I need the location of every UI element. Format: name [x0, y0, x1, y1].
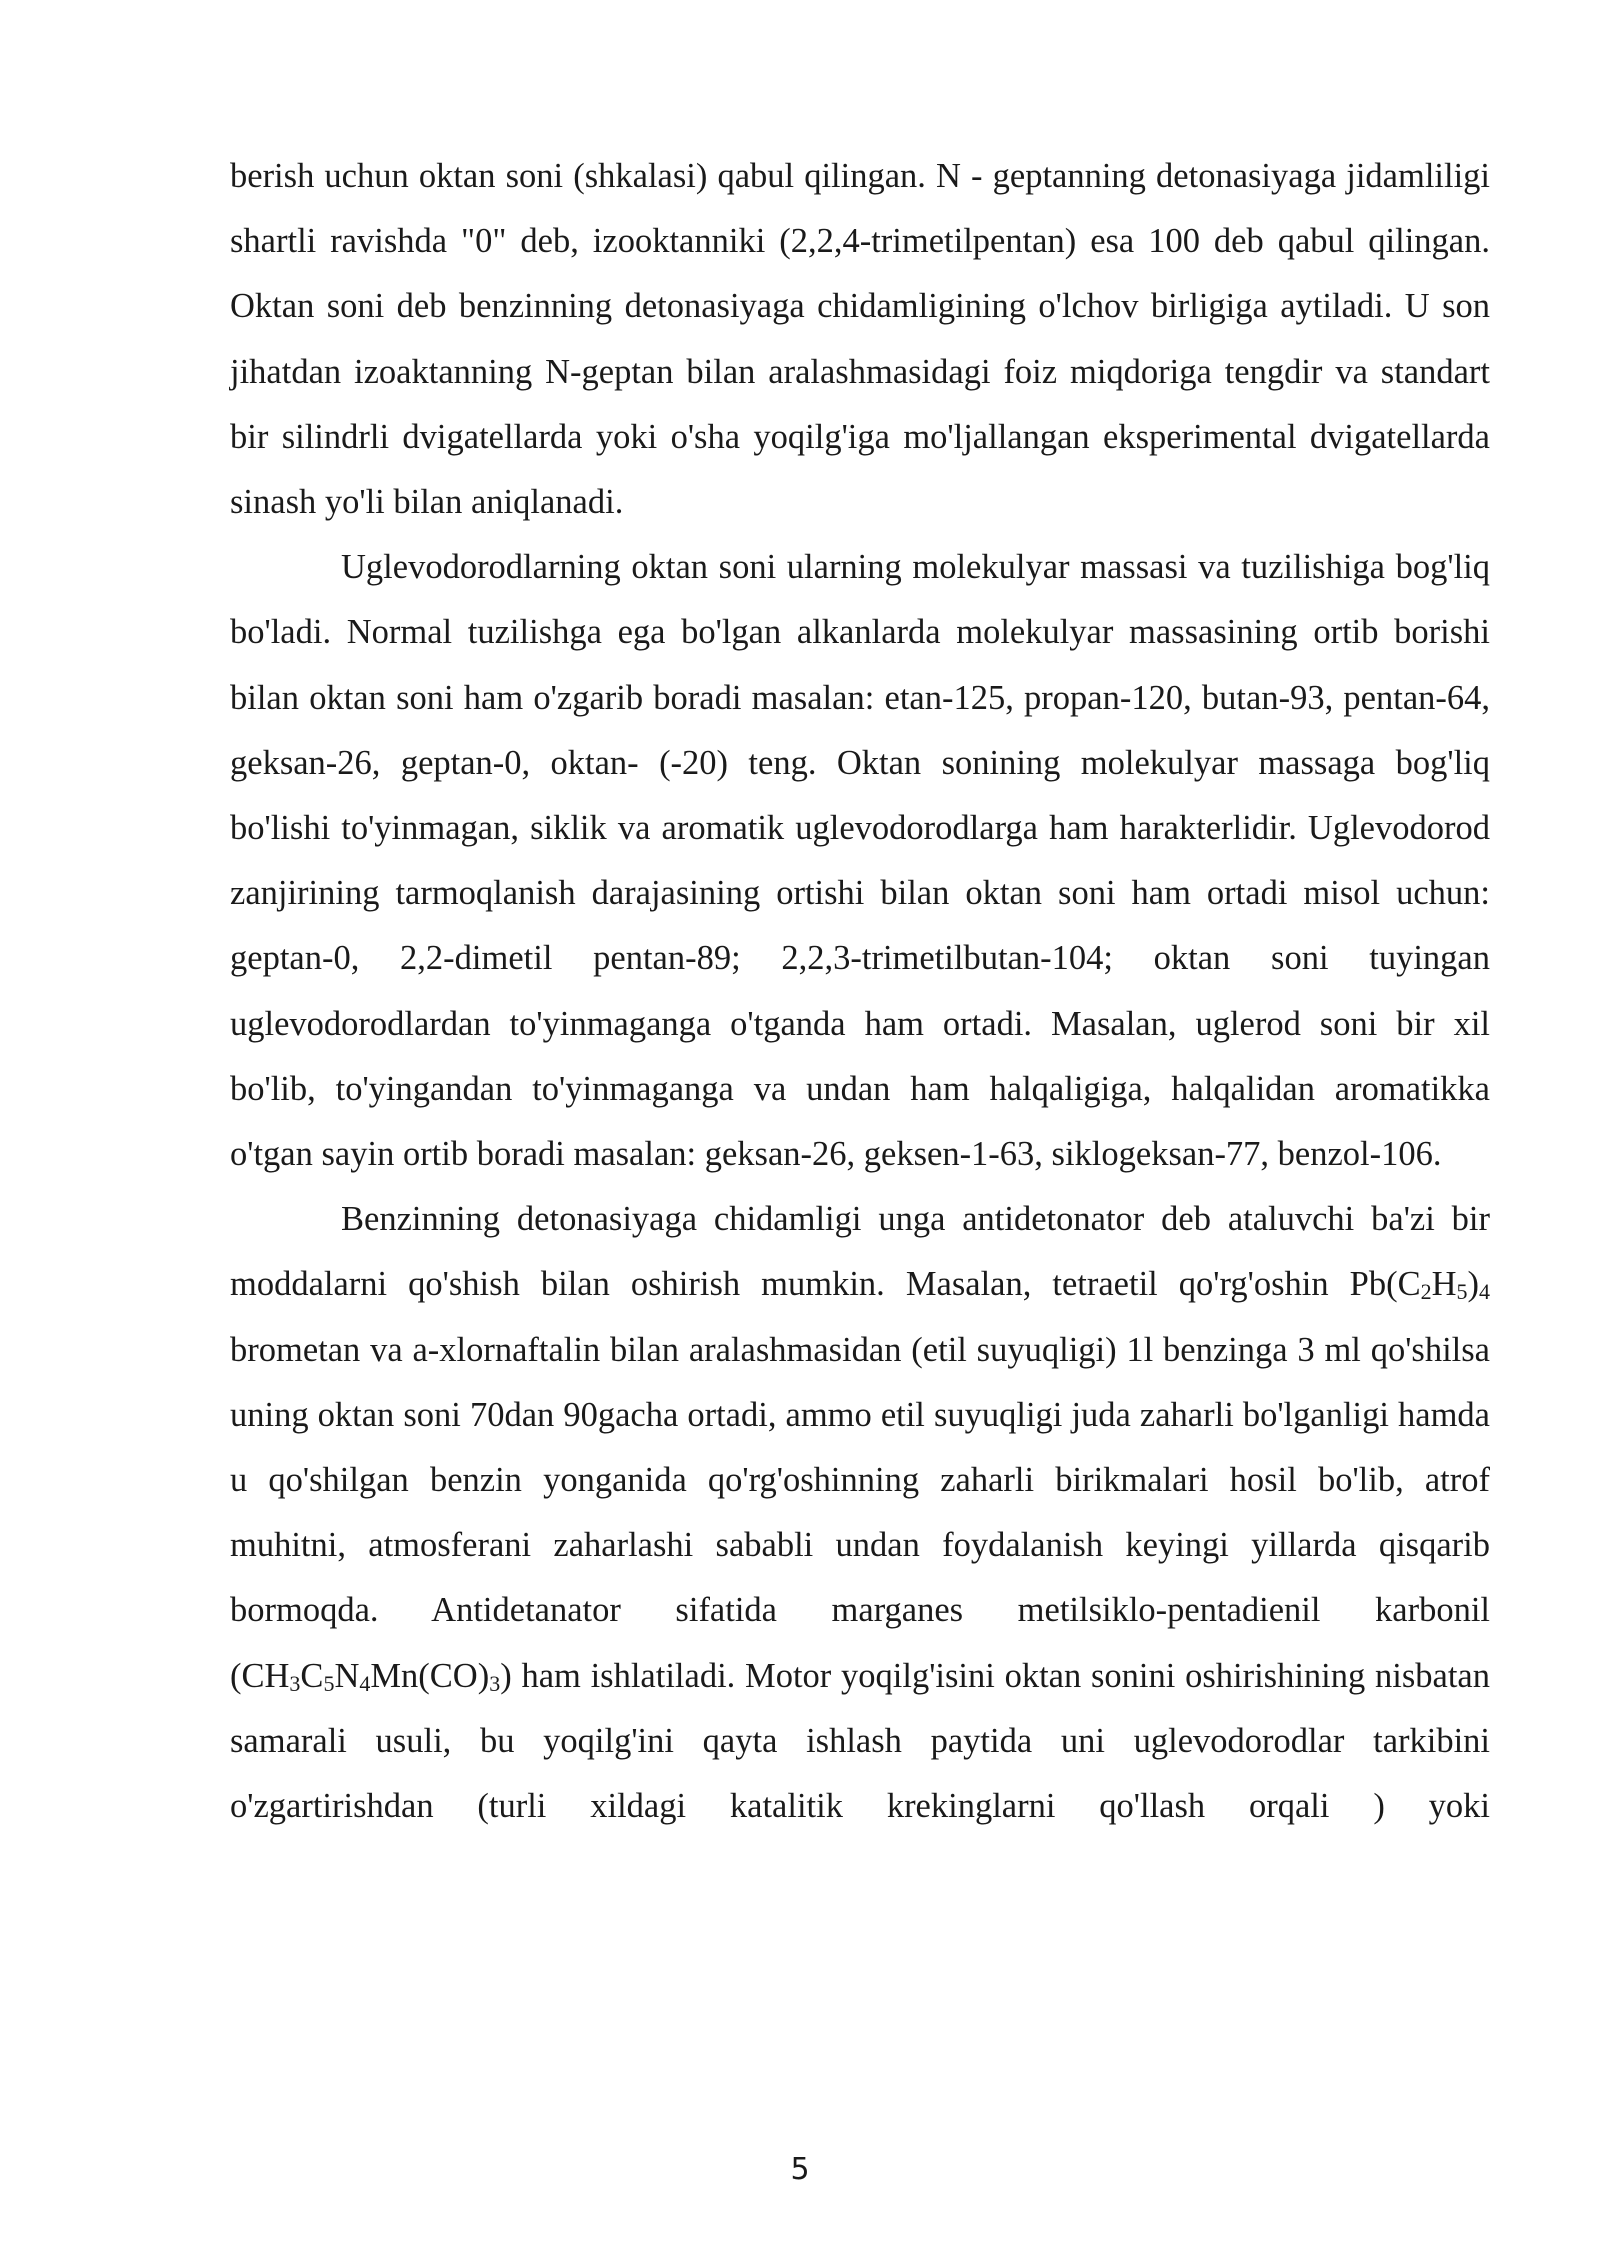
- subscript: 4: [359, 1670, 371, 1696]
- text-run: H: [1431, 1265, 1457, 1304]
- text-run: ): [1467, 1265, 1479, 1304]
- subscript: 5: [1456, 1279, 1468, 1305]
- subscript: 3: [289, 1670, 301, 1696]
- text-run: Mn(CO): [370, 1656, 490, 1695]
- subscript: 4: [1479, 1279, 1490, 1305]
- document-page: [230, 144, 1490, 1839]
- paragraph-1: berish uchun oktan soni (shkalasi) qabul qilingan. N - geptanning detonasiyaga jidamliligi shartli ravishda "0" deb, izooktanniki (2,2,4-trimetilpentan) esa 100 deb qabul qilingan. Oktan soni deb benzinning detonasiyaga chidamligining o'lchov birligiga aytiladi. U son jihatdan izoaktanning N-geptan bilan aralashmasidagi foiz miqdoriga tengdir va standart bir silindrli dvigatellarda yoki o'sha yoqilg'iga mo'ljallangan eksperimental dvigatellarda sinash yo'li bilan aniqlanadi.: [230, 157, 1490, 522]
- paragraph-2: Uglevodorodlarning oktan soni ularning molekulyar massasi va tuzilishiga bog'liq bo'ladi. Normal tuzilishga ega bo'lgan alkanlarda molekulyar massasining ortib borishi bilan oktan soni ham o'zgarib boradi masalan: etan-125, propan-120, butan-93, pentan-64, geksan-26, geptan-0, oktan- (-20) teng. Oktan sonining molekulyar massaga bog'liq bo'lishi to'yinmagan, siklik va aromatik uglevodorodlarga ham harakterlidir. Uglevodorod zanjirining tarmoqlanish darajasining ortishi bilan oktan soni ham ortadi misol uchun: geptan-0, 2,2-dimetil pentan-89; 2,2,3-trimetilbutan-104; oktan soni tuyingan uglevodorodlardan to'yinmaganga o'tganda ham ortadi. Masalan, uglerod soni bir xil bo'lib, to'yingandan to'yinmaganga va undan ham halqaligiga, halqalidan aromatikka o'tgan sayin ortib boradi masalan: geksan-26, geksen-1-63, siklogeksan-77, benzol-106.: [230, 548, 1490, 1174]
- text-run: C: [300, 1656, 324, 1695]
- text-run: brometan va a-xlornaftalin bilan aralashmasidan (etil suyuqligi) 1l benzinga 3 ml qo'shilsa uning oktan soni 70dan 90gacha ortadi, ammo etil suyuqligi juda zaharli bo'lganligi hamda u qo'shilgan benzin yonganida qo'rg'oshinning zaharli birikmalari hosil bo'lib, atrof muhitni, atmosferani zaharlashi sababli undan foydalanish keyingi yillarda qisqarib bormoqda. Antidetanator sifatida marganes metilsiklo-pentadienil karbonil (CH: [230, 1330, 1490, 1695]
- text-run: ) ham ishlatiladi. Motor yoqilg'isini oktan sonini oshirishining nisbatan samarali usuli, bu yoqilg'ini qayta ishlash paytida uni uglevodorodlar tarkibini o'zgartirishdan (turli xildagi katalitik krekinglarni qo'llash orqali ) yoki: [230, 1656, 1490, 1826]
- page-number: 5: [790, 2152, 810, 2187]
- subscript: 3: [489, 1670, 501, 1696]
- text-run: Benzinning detonasiyaga chidamligi unga antidetonator deb ataluvchi ba'zi bir moddalarni qo'shish bilan oshirish mumkin. Masalan, tetraetil qo'rg'oshin Pb(C: [230, 1200, 1490, 1304]
- text-run: N: [334, 1656, 360, 1695]
- subscript: 5: [323, 1670, 335, 1696]
- paragraph-3: [230, 1187, 1490, 1839]
- subscript: 2: [1420, 1279, 1432, 1305]
